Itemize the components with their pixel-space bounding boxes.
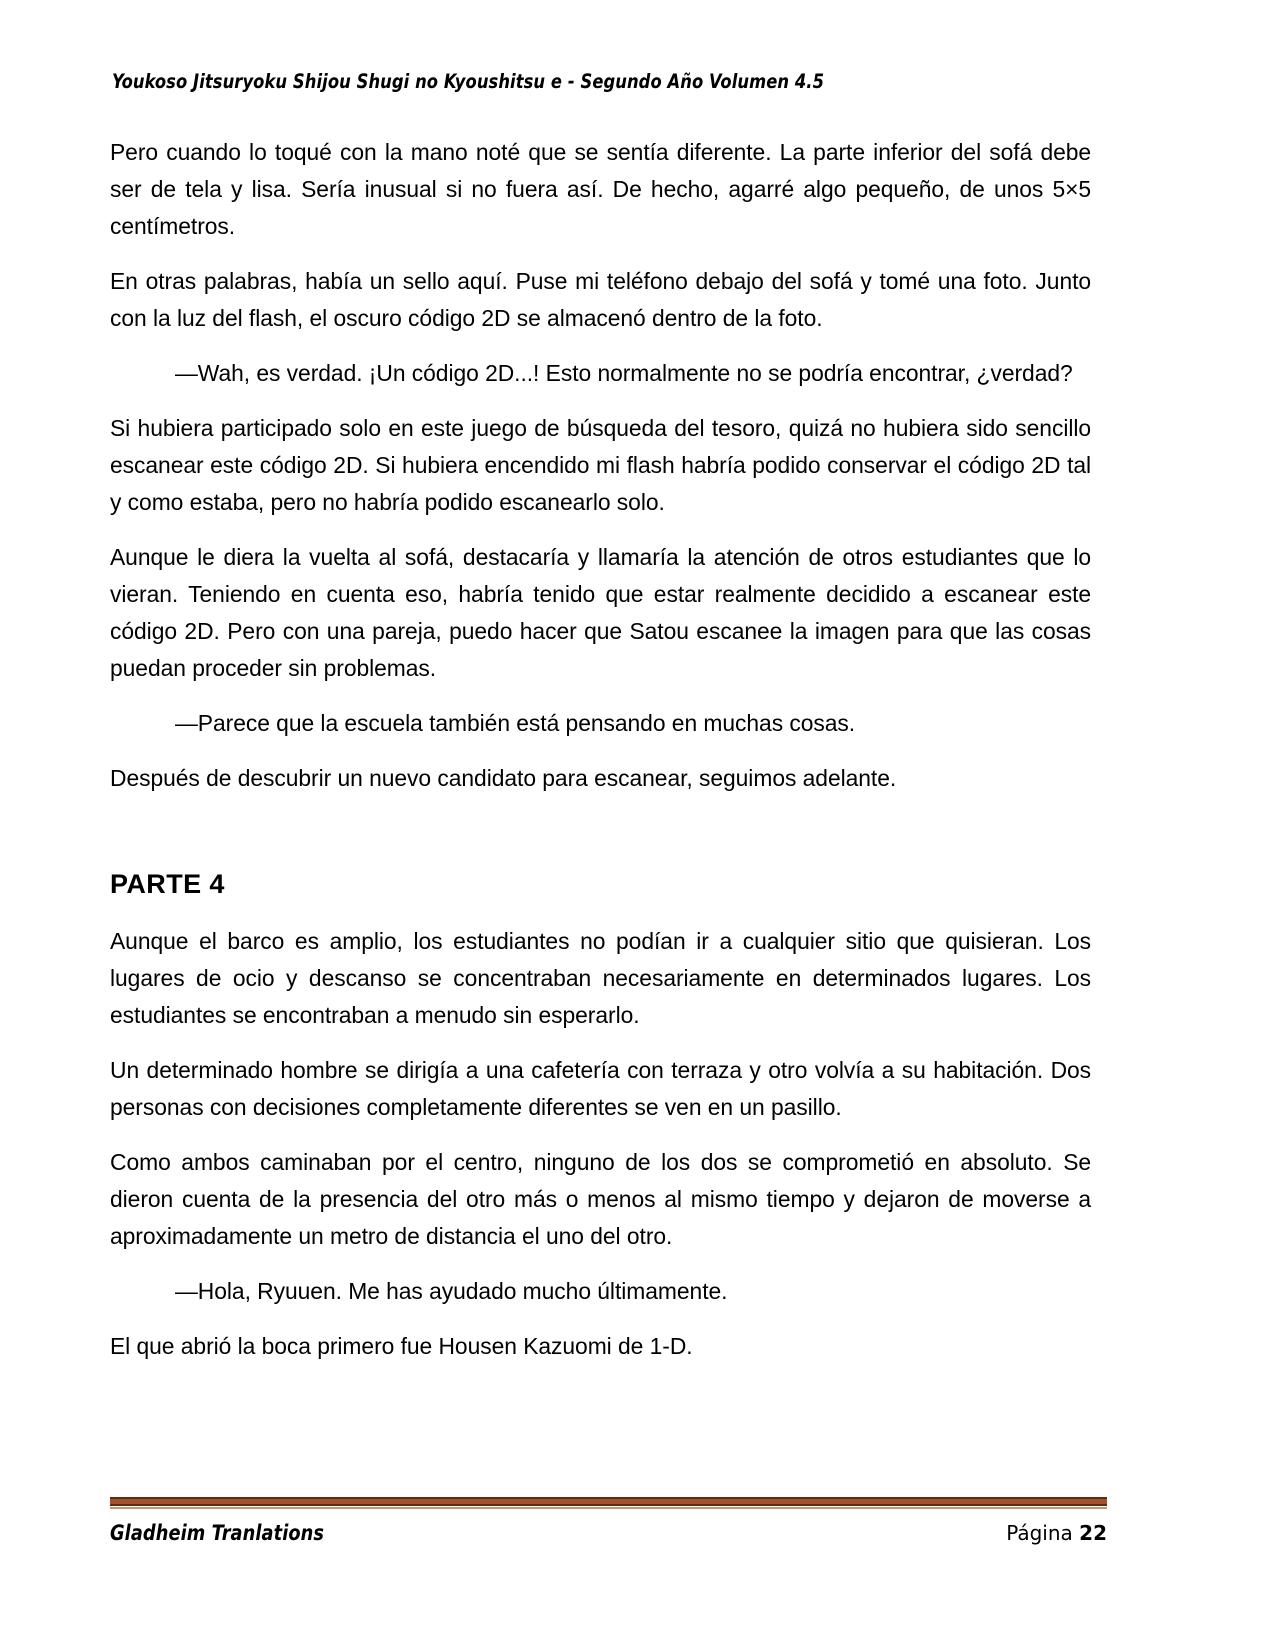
body-paragraph: En otras palabras, había un sello aquí. Puse mi teléfono debajo del sofá y tomé una foto. Junto con la luz del flash, el oscuro código 2D se almacenó dentro de la foto. (110, 268, 1092, 331)
page-number (1006, 1521, 1107, 1545)
footer-rule-thin-line (110, 1507, 1107, 1509)
running-header: Youkoso Jitsuryoku Shijou Shugi no Kyoushitsu e - Segundo Año Volumen 4.5 (112, 70, 825, 93)
body-paragraph: Pero cuando lo toqué con la mano noté que se sentía diferente. La parte inferior del sofá debe ser de tela y lisa. Sería inusual si no fuera así. De hecho, agarré algo pequeño, de unos 5×5 centímetros. (110, 139, 1092, 239)
page-footer (110, 1497, 1107, 1545)
footer-rule-fill (110, 1499, 1107, 1504)
body-paragraph: Aunque el barco es amplio, los estudiantes no podían ir a cualquier sitio que quisieran. Los lugares de ocio y descanso se concentraban necesariamente en determinados lugares. Los estudiantes se encontraban a menudo sin esperarlo. (110, 928, 1092, 1028)
body-paragraph: Después de descubrir un nuevo candidato para escanear, seguimos adelante. (110, 765, 897, 791)
body-paragraph: El que abrió la boca primero fue Housen Kazuomi de 1-D. (110, 1333, 693, 1359)
page-number-value: 22 (1079, 1521, 1107, 1545)
page-number-label: Página (1006, 1521, 1073, 1545)
dialogue-paragraph: —Wah, es verdad. ¡Un código 2D...! Esto normalmente no se podría encontrar, ¿verdad? (175, 360, 1073, 386)
dialogue-paragraph: —Parece que la escuela también está pensando en muchas cosas. (175, 710, 856, 736)
body-paragraph: Aunque le diera la vuelta al sofá, destacaría y llamaría la atención de otros estudiantes que lo vieran. Teniendo en cuenta eso, habría tenido que estar realmente decidido a escanear este código 2D. Pero con una pareja, puedo hacer que Satou escanee la imagen para que las cosas puedan proceder sin problemas. (110, 544, 1092, 681)
footer-text-row (110, 1521, 1107, 1545)
body-paragraph: Si hubiera participado solo en este juego de búsqueda del tesoro, quizá no hubiera sido sencillo escanear este código 2D. Si hubiera encendido mi flash habría podido conservar el código 2D tal y como estaba, pero no habría podido escanearlo solo. (110, 415, 1092, 515)
body-paragraph: Un determinado hombre se dirigía a una cafetería con terraza y otro volvía a su habitación. Dos personas con decisiones completamente diferentes se ven en un pasillo. (110, 1057, 1092, 1120)
dialogue-paragraph: —Hola, Ryuuen. Me has ayudado mucho últimamente. (175, 1278, 728, 1304)
section-heading: PARTE 4 (110, 869, 225, 899)
section-spacer (110, 815, 1106, 867)
page-body (110, 134, 1106, 1365)
translator-credit: Gladheim Tranlations (110, 1521, 325, 1545)
body-paragraph: Como ambos caminaban por el centro, ninguno de los dos se comprometió en absoluto. Se dieron cuenta de la presencia del otro más o menos al mismo tiempo y dejaron de moverse a aproximadamente un metro de distancia el uno del otro. (110, 1149, 1092, 1249)
footer-divider-rule (110, 1497, 1107, 1508)
